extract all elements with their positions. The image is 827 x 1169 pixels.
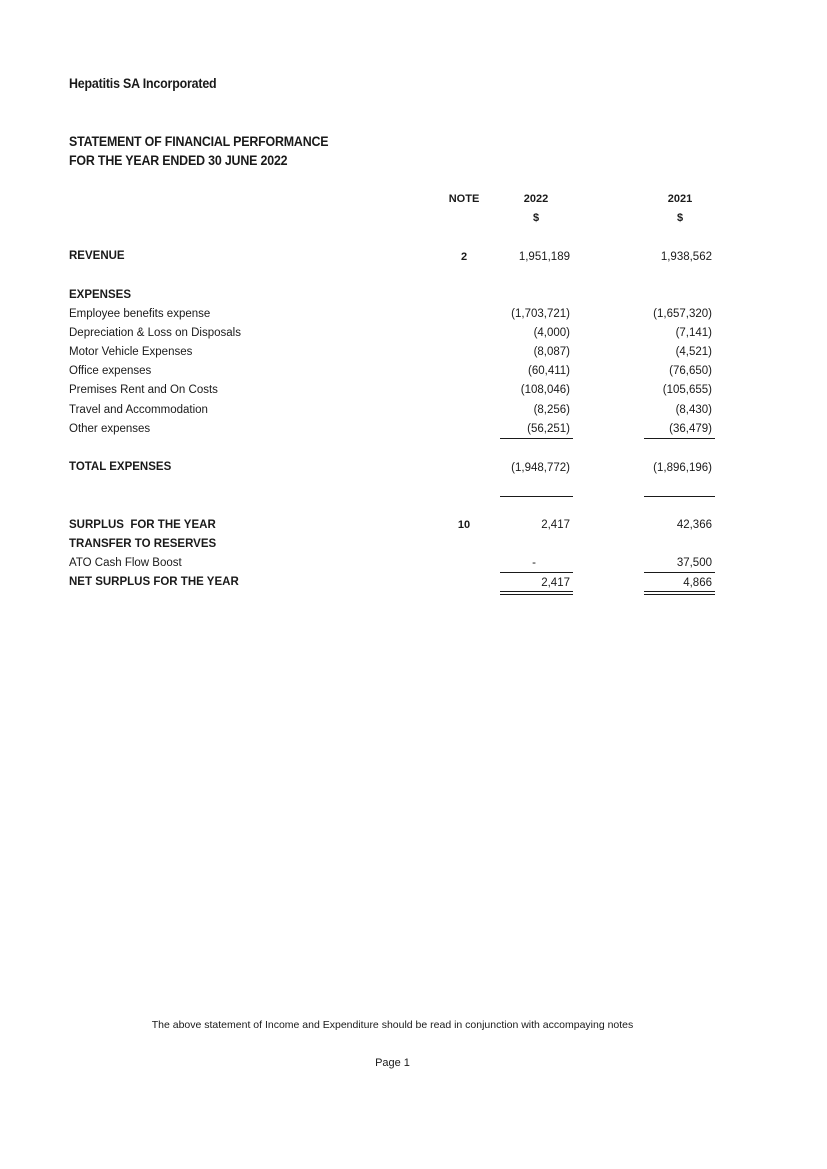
revenue-2022: 1,951,189 [518, 251, 570, 263]
surplus-note: 10 [457, 519, 471, 531]
expense-2021: (76,650) [669, 365, 712, 377]
total-expenses-2022: (1,948,772) [511, 462, 570, 474]
expenses-heading: EXPENSES [69, 289, 131, 301]
total-expenses-label: TOTAL EXPENSES [69, 461, 172, 473]
expense-2021: (7,141) [675, 327, 712, 339]
ato-boost-label: ATO Cash Flow Boost [69, 557, 182, 569]
revenue-label: REVENUE [69, 250, 125, 262]
expense-2021: (36,479) [669, 423, 712, 435]
expense-2021: (105,655) [662, 384, 712, 396]
expense-2021: (4,521) [675, 346, 712, 358]
double-rule-2021-top [644, 591, 715, 592]
net-rule-2022 [500, 572, 573, 573]
total-rule-2022 [500, 496, 573, 497]
expense-row: Premises Rent and On Costs [69, 384, 218, 396]
transfer-heading: TRANSFER TO RESERVES [69, 538, 217, 550]
subtotal-rule-2021 [644, 438, 715, 439]
total-rule-2021 [644, 496, 715, 497]
net-surplus-2022: 2,417 [541, 577, 570, 589]
expense-row: Employee benefits expense [69, 308, 211, 320]
revenue-2021: 1,938,562 [660, 251, 712, 263]
subtotal-rule-2022 [500, 438, 573, 439]
expense-2021: (1,657,320) [653, 308, 712, 320]
page-number: Page 1 [375, 1057, 410, 1069]
expense-2022: (108,046) [520, 384, 570, 396]
expense-row: Motor Vehicle Expenses [69, 346, 193, 358]
total-expenses-2021: (1,896,196) [653, 462, 712, 474]
net-surplus-2021: 4,866 [683, 577, 712, 589]
expense-row: Office expenses [69, 365, 152, 377]
currency-2021-header: $ [676, 212, 684, 224]
revenue-note: 2 [460, 251, 468, 263]
expense-2022: (8,256) [533, 404, 570, 416]
ato-boost-2022: - [532, 557, 536, 569]
surplus-2022: 2,417 [541, 519, 570, 531]
expense-2022: (56,251) [527, 423, 570, 435]
expense-row: Other expenses [69, 423, 151, 435]
expense-2022: (60,411) [528, 365, 570, 377]
expense-2022: (1,703,721) [511, 308, 570, 320]
expense-2022: (4,000) [533, 327, 570, 339]
currency-2022-header: $ [532, 212, 540, 224]
note-column-header: NOTE [448, 193, 480, 205]
year-2021-header: 2021 [667, 193, 693, 205]
expense-row: Depreciation & Loss on Disposals [69, 327, 241, 339]
net-rule-2021 [644, 572, 715, 573]
double-rule-2022-bottom [500, 594, 573, 595]
surplus-2021: 42,366 [676, 519, 712, 531]
ato-boost-2021: 37,500 [676, 557, 712, 569]
year-2022-header: 2022 [523, 193, 549, 205]
footer-note: The above statement of Income and Expenditure should be read in conjunction with accompaying notes [151, 1019, 634, 1031]
double-rule-2022-top [500, 591, 573, 592]
expense-2022: (8,087) [533, 346, 570, 358]
surplus-label: SURPLUS FOR THE YEAR [69, 519, 216, 531]
statement-title: STATEMENT OF FINANCIAL PERFORMANCE [69, 134, 329, 149]
expense-2021: (8,430) [675, 404, 712, 416]
statement-period: FOR THE YEAR ENDED 30 JUNE 2022 [69, 153, 288, 168]
net-surplus-label: NET SURPLUS FOR THE YEAR [69, 576, 239, 588]
expense-row: Travel and Accommodation [69, 404, 208, 416]
double-rule-2021-bottom [644, 594, 715, 595]
organisation-name: Hepatitis SA Incorporated [69, 76, 217, 91]
